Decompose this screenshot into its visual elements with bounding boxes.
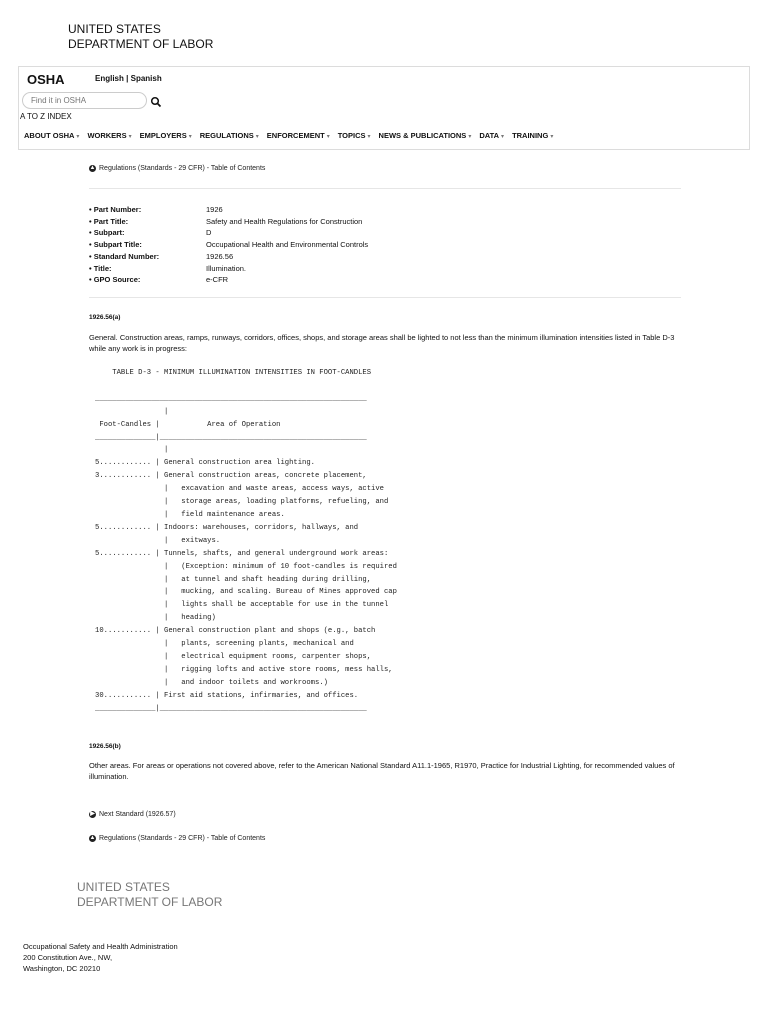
nav-label: ABOUT OSHA [24,131,75,140]
search-icon[interactable] [150,95,162,107]
a-to-z-index-link[interactable]: A TO Z INDEX [20,112,72,121]
meta-key: • Subpart: [89,228,125,238]
nav-label: DATA [479,131,500,140]
meta-value: D [206,228,212,238]
meta-row [89,216,368,228]
footer-dol-title[interactable] [77,880,222,910]
nav-employers[interactable] [140,131,192,140]
meta-value: Illumination. [206,263,247,273]
meta-row [89,239,368,251]
chevron-down-icon: ▾ [128,134,132,140]
next-standard-text: Next Standard (1926.57) [99,811,176,818]
address-line: 200 Constitution Ave., NW, [23,953,113,962]
nav-about-osha[interactable] [24,131,79,140]
chevron-down-icon: ▾ [367,134,371,140]
footer-address [23,941,178,974]
nav-label: EMPLOYERS [139,131,187,140]
language-switcher [95,74,162,83]
search-input[interactable] [22,92,147,109]
nav-workers[interactable] [87,131,131,140]
nav-label: ENFORCEMENT [266,131,325,140]
divider [89,297,681,298]
section-b-label: 1926.56(b) [89,743,121,750]
chevron-down-icon: ▾ [76,134,80,140]
chevron-down-icon: ▾ [501,134,505,140]
nav-topics[interactable] [338,131,371,140]
footer-dol-line-2: DEPARTMENT OF LABOR [77,895,223,909]
meta-key: • Part Number: [89,205,142,214]
meta-row [89,263,368,275]
main-nav [24,131,561,140]
meta-row [89,274,368,286]
toc-link-text: Regulations (Standards - 29 CFR) - Table of Contents [99,835,266,842]
dol-header-title[interactable] [68,22,213,52]
meta-row [89,227,368,239]
chevron-down-icon: ▾ [326,134,330,140]
nav-label: TOPICS [337,131,366,140]
section-a-label: 1926.56(a) [89,314,121,321]
section-b-text: Other areas. For areas or operations not covered above, refer to the American National Standard A11.1-1965, R1970, Practice for Industrial Lighting, for recommended values of illumination. [89,761,675,781]
meta-key: • GPO Source: [89,275,141,285]
nav-label: WORKERS [87,131,127,140]
divider [89,188,681,189]
nav-label: NEWS & PUBLICATIONS [378,131,467,140]
standard-metadata [89,204,368,286]
arrow-up-circle-icon: ▲ [89,165,96,171]
next-standard-link[interactable] [89,811,176,818]
meta-value: 1926.56 [206,251,234,261]
toc-link-text: Regulations (Standards - 29 CFR) - Table of Contents [99,165,266,172]
nav-enforcement[interactable] [267,131,330,140]
chevron-down-icon: ▾ [468,134,472,140]
nav-label: TRAINING [512,131,549,140]
table-d3: TABLE D-3 - MINIMUM ILLUMINATION INTENSITIES IN FOOT-CANDLES _______________________________________________________________ | Foot-Candles | Area of Operation ______________|________________________________________________ | 5............ | General construction area lighting. 3............ | General construction areas, concrete placement, | excavation and waste areas, access ways, active | storage areas, loading platforms, refueling, and | field maintenance areas. 5............ | Indoors: warehouses, corridors, hallways, and | exitways. 5............ | Tunnels, shafts, and general underground work areas: | (Exception: minimum of 10 foot-candles is required | at tunnel and shaft heading during drilling, | mucking, and scaling. Bureau of Mines approved cap | lights shall be acceptable for use in the tunnel | heading) 10........... | General construction plant and shops (e.g., batch | plants, screening plants, mechanical and | electrical equipment rooms, carpenter shops, | rigging lofts and active store rooms, mess halls, | and indoor toilets and workrooms.) 30........... | First aid stations, infirmaries, and offices. ______________|________________________________________________ [95,369,397,713]
search-icon-svg [150,96,162,108]
chevron-down-icon: ▾ [188,134,192,140]
dol-line-1: UNITED STATES [68,22,161,36]
arrow-right-circle-icon: ▶ [90,811,95,817]
nav-news-publications[interactable] [379,131,472,140]
toc-link-top[interactable] [89,165,265,172]
lang-separator: | [126,74,129,83]
meta-key: • Title: [89,263,112,273]
meta-key: • Standard Number: [89,251,160,261]
meta-key: • Subpart Title: [89,240,142,250]
meta-row [89,204,368,216]
footer-dol-line-1: UNITED STATES [77,880,170,894]
nav-label: REGULATIONS [199,131,254,140]
nav-training[interactable] [512,131,553,140]
address-line: Occupational Safety and Health Administration [23,942,178,951]
dol-line-2: DEPARTMENT OF LABOR [68,37,214,51]
nav-regulations[interactable] [200,131,259,140]
meta-value: Occupational Health and Environmental Controls [206,240,369,250]
arrow-up-circle-icon: ▲ [89,835,96,841]
toc-link-bottom[interactable] [89,835,265,842]
meta-value: Safety and Health Regulations for Construction [206,216,363,226]
osha-logo[interactable]: OSHA [27,72,65,87]
nav-data[interactable] [479,131,504,140]
chevron-down-icon: ▾ [255,134,259,140]
lang-english-link[interactable]: English [95,74,124,83]
address-line: Washington, DC 20210 [23,964,101,973]
meta-row [89,251,368,263]
lang-spanish-link[interactable]: Spanish [130,74,162,83]
chevron-down-icon: ▾ [550,134,554,140]
section-a-text: General. Construction areas, ramps, runways, corridors, offices, shops, and storage areas shall be lighted to not less than the minimum illumination intensities listed in Table D-3 while any work is in progress: [89,333,675,353]
meta-key: • Part Title: [89,216,129,226]
meta-value: e-CFR [206,275,229,285]
meta-value: 1926 [206,205,223,214]
